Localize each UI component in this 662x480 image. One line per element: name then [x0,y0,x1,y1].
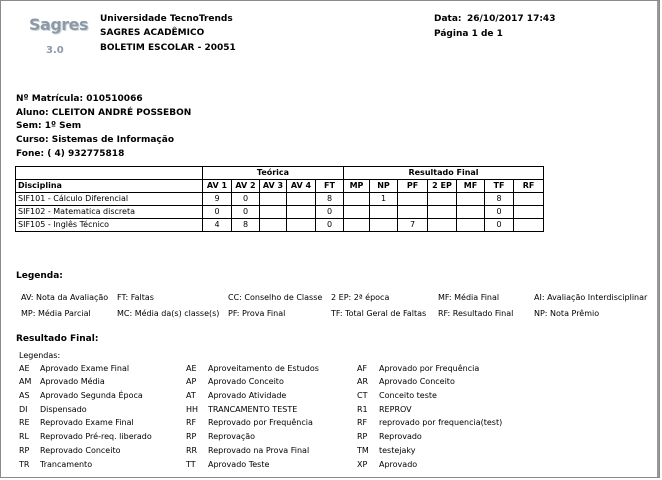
grade-cell [514,193,544,206]
code-desc: Aprovado Conceito [208,377,284,386]
column-header-row [16,180,544,193]
legend-mc: MC: Média da(s) classe(s) [117,309,220,318]
code-label: CT [357,391,368,400]
code-desc: testejaky [379,446,416,455]
empty-cell [16,167,203,180]
grade-cell [457,193,485,206]
code-desc: TRANCAMENTO TESTE [208,405,298,414]
col-mf: MF [457,180,485,193]
grade-cell [428,193,457,206]
code-desc: Reprovado Conceito [40,446,121,455]
code-desc: Aprovado Teste [208,460,270,469]
code-label: RP [19,446,30,455]
legend-pf: PF: Prova Final [228,309,286,318]
legend-tf: TF: Total Geral de Faltas [331,309,427,318]
code-label: TT [186,460,196,469]
legend-ft: FT: Faltas [117,293,154,302]
code-label: RE [19,418,30,427]
grade-cell [287,219,316,232]
aluno: Aluno: CLEITON ANDRÉ POSSEBON [16,108,192,118]
code-label: AT [186,391,196,400]
grade-cell: 0 [203,206,232,219]
code-label: TR [19,460,30,469]
code-label: RF [357,418,368,427]
col-rf: RF [514,180,544,193]
col-2ep: 2 EP [428,180,457,193]
grade-cell [287,206,316,219]
curso: Curso: Sistemas de Informação [16,135,175,145]
code-desc: Aprovado por Frequência [379,364,480,373]
grade-cell [457,206,485,219]
grade-cell: 0 [316,206,344,219]
grade-cell: 1 [370,193,398,206]
grades-table [15,166,544,232]
grade-cell [398,206,428,219]
date-value: 26/10/2017 17:43 [467,14,556,24]
legend-ai: AI: Avaliação Interdisciplinar [534,293,648,302]
code-desc: Aprovado Segunda Época [40,391,143,400]
legend-2ep: 2 EP: 2ª época [331,293,390,302]
grade-cell [514,206,544,219]
grade-cell: 0 [232,206,260,219]
grade-cell [344,219,370,232]
code-label: XP [357,460,368,469]
code-label: AP [186,377,197,386]
col-av2: AV 2 [232,180,260,193]
code-desc: Reprovado [379,432,422,441]
matricula: Nº Matrícula: 010510066 [16,94,143,104]
grade-cell [260,206,287,219]
legenda-title: Legenda: [16,271,63,281]
grade-cell: 0 [485,219,514,232]
code-label: RR [186,446,198,455]
code-desc: REPROV [379,405,412,414]
disciplina-cell: SIF102 - Matematica discreta [16,206,203,219]
table-row [16,193,544,206]
date-label: Data: [434,14,462,24]
group-teorica: Teórica [203,167,344,180]
disciplina-cell: SIF105 - Inglês Técnico [16,219,203,232]
code-desc: Aprovado Exame Final [40,364,130,373]
grade-cell [344,206,370,219]
fone: Fone: ( 4) 932775818 [16,149,125,159]
col-disciplina: Disciplina [16,180,203,193]
code-label: RP [186,432,197,441]
group-resultado-final: Resultado Final [344,167,544,180]
disciplina-cell: SIF101 - Cálculo Diferencial [16,193,203,206]
code-desc: Trancamento [40,460,93,469]
code-label: RL [19,432,30,441]
code-label: TM [357,446,369,455]
grade-cell [428,206,457,219]
code-label: AR [357,377,369,386]
code-desc: Dispensado [40,405,87,414]
institution-name: Universidade TecnoTrends [100,14,233,24]
grade-cell [428,219,457,232]
code-label: AF [357,364,368,373]
code-desc: Reprovado Pré-req. liberado [40,432,152,441]
system-name: SAGRES ACADÊMICO [100,28,205,38]
group-header-row [16,167,544,180]
semestre: Sem: 1º Sem [16,121,82,131]
col-av1: AV 1 [203,180,232,193]
legend-rf: RF: Resultado Final [438,309,514,318]
logo-version: 3.0 [46,45,64,56]
code-label: AE [186,364,197,373]
code-desc: Reprovado na Prova Final [208,446,310,455]
grade-cell [457,219,485,232]
legend-mf: MF: Média Final [438,293,500,302]
col-pf: PF [398,180,428,193]
code-desc: Aproveitamento de Estudos [208,364,319,373]
code-desc: Reprovação [208,432,256,441]
legend-cc: CC: Conselho de Classe [228,293,323,302]
code-label: R1 [357,405,368,414]
page-number: Página 1 de 1 [434,29,503,39]
code-desc: Aprovado Atividade [208,391,287,400]
grade-cell: 8 [232,219,260,232]
code-desc: Conceito teste [379,391,437,400]
grade-cell [260,219,287,232]
legend-av: AV: Nota da Avaliação [21,293,109,302]
legend-mp: MP: Média Parcial [21,309,91,318]
grade-cell [287,193,316,206]
grade-cell: 0 [232,193,260,206]
code-desc: Reprovado Exame Final [40,418,134,427]
code-desc: Aprovado [379,460,418,469]
code-desc: Reprovado por Frequência [208,418,313,427]
code-label: AE [19,364,30,373]
code-label: HH [186,405,199,414]
code-desc: Aprovado Média [40,377,105,386]
table-row [16,206,544,219]
code-label: RP [357,432,368,441]
grade-cell [344,193,370,206]
col-ft: FT [316,180,344,193]
code-desc: reprovado por frequencia(test) [379,418,503,427]
sagres-logo [29,15,89,65]
col-av3: AV 3 [260,180,287,193]
grade-cell [398,193,428,206]
grade-cell: 0 [316,219,344,232]
grade-cell: 4 [203,219,232,232]
code-label: DI [19,405,28,414]
legend-np: NP: Nota Prêmio [534,309,600,318]
logo-text: Sagres [29,15,89,34]
grade-cell [370,219,398,232]
code-desc: Aprovado Conceito [379,377,455,386]
grade-cell [260,193,287,206]
grade-cell: 8 [316,193,344,206]
code-label: AM [19,377,32,386]
grade-cell: 8 [485,193,514,206]
table-row [16,219,544,232]
grade-cell [370,206,398,219]
grade-cell: 9 [203,193,232,206]
resultado-title: Resultado Final: [16,334,99,344]
col-av4: AV 4 [287,180,316,193]
code-label: RF [186,418,197,427]
col-mp: MP [344,180,370,193]
grade-cell [514,219,544,232]
grade-cell: 0 [485,206,514,219]
col-np: NP [370,180,398,193]
col-tf: TF [485,180,514,193]
report-title: BOLETIM ESCOLAR - 20051 [100,43,236,53]
code-label: AS [19,391,30,400]
legendas-subtitle: Legendas: [19,351,61,360]
grade-cell: 7 [398,219,428,232]
